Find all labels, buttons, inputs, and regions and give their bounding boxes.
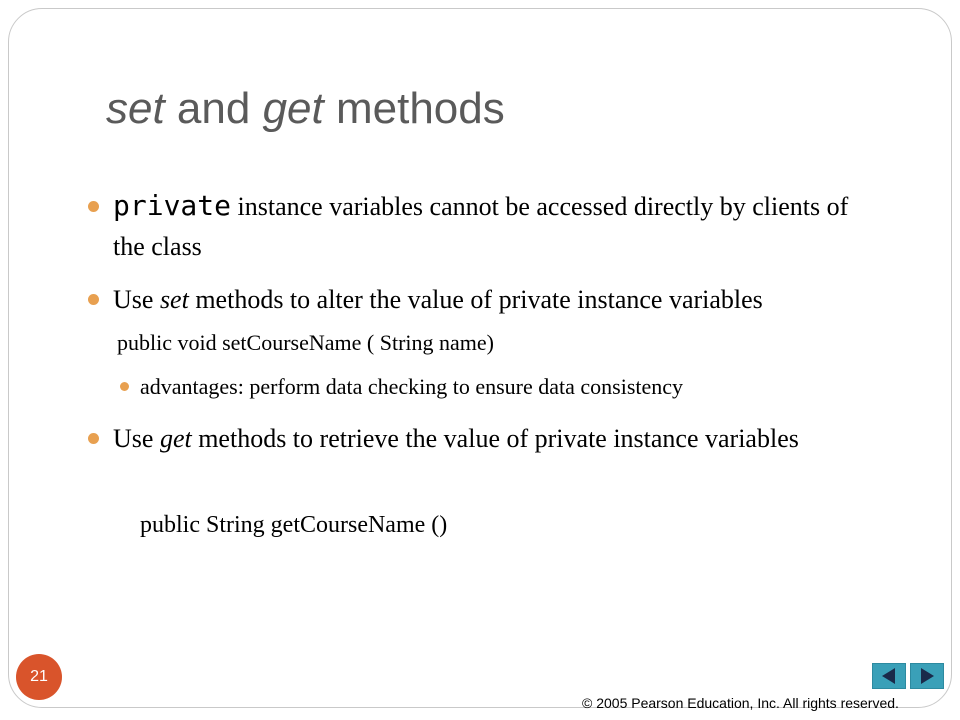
next-slide-button[interactable] — [910, 663, 944, 689]
bullet-text: instance variables cannot be accessed directly by clients of the class — [113, 192, 849, 261]
sub-bullet-dot — [120, 382, 129, 391]
bullet-private-variables — [113, 186, 873, 267]
sub-bullet-text: advantages: perform data checking to ensure data consistency — [140, 374, 684, 399]
bullet-dot — [88, 201, 99, 212]
bullet-text-em: get — [159, 424, 192, 453]
bullet-text-pre: Use — [113, 424, 160, 453]
bullet-text-post: methods to retrieve the value of private instance variables — [191, 424, 799, 453]
bullet-text-pre: Use — [113, 285, 160, 314]
title-and: and — [164, 84, 263, 133]
bullet-get-methods — [113, 420, 873, 458]
page-number: 21 — [30, 668, 48, 685]
copyright-notice: © 2005 Pearson Education, Inc. All rights reserved. — [582, 695, 899, 711]
title-set: set — [106, 84, 165, 133]
bullet-text-post: methods to alter the value of private instance variables — [188, 285, 763, 314]
code-get-signature: public String getCourseName () — [140, 512, 448, 538]
sub-bullet-advantages — [140, 372, 683, 402]
bullet-set-methods — [113, 282, 893, 318]
title-methods: methods — [323, 84, 505, 133]
bullet-dot — [88, 433, 99, 444]
prev-slide-button[interactable] — [872, 663, 906, 689]
bullet-text-em: set — [159, 285, 189, 314]
arrow-right-icon — [911, 664, 943, 688]
bullet-code-private: private — [113, 189, 232, 222]
arrow-left-icon — [873, 664, 905, 688]
slide-title — [106, 84, 505, 134]
page-number-badge — [16, 654, 62, 700]
bullet-dot — [88, 294, 99, 305]
title-get: get — [262, 84, 324, 133]
code-set-signature: public void setCourseName ( String name) — [117, 330, 494, 355]
